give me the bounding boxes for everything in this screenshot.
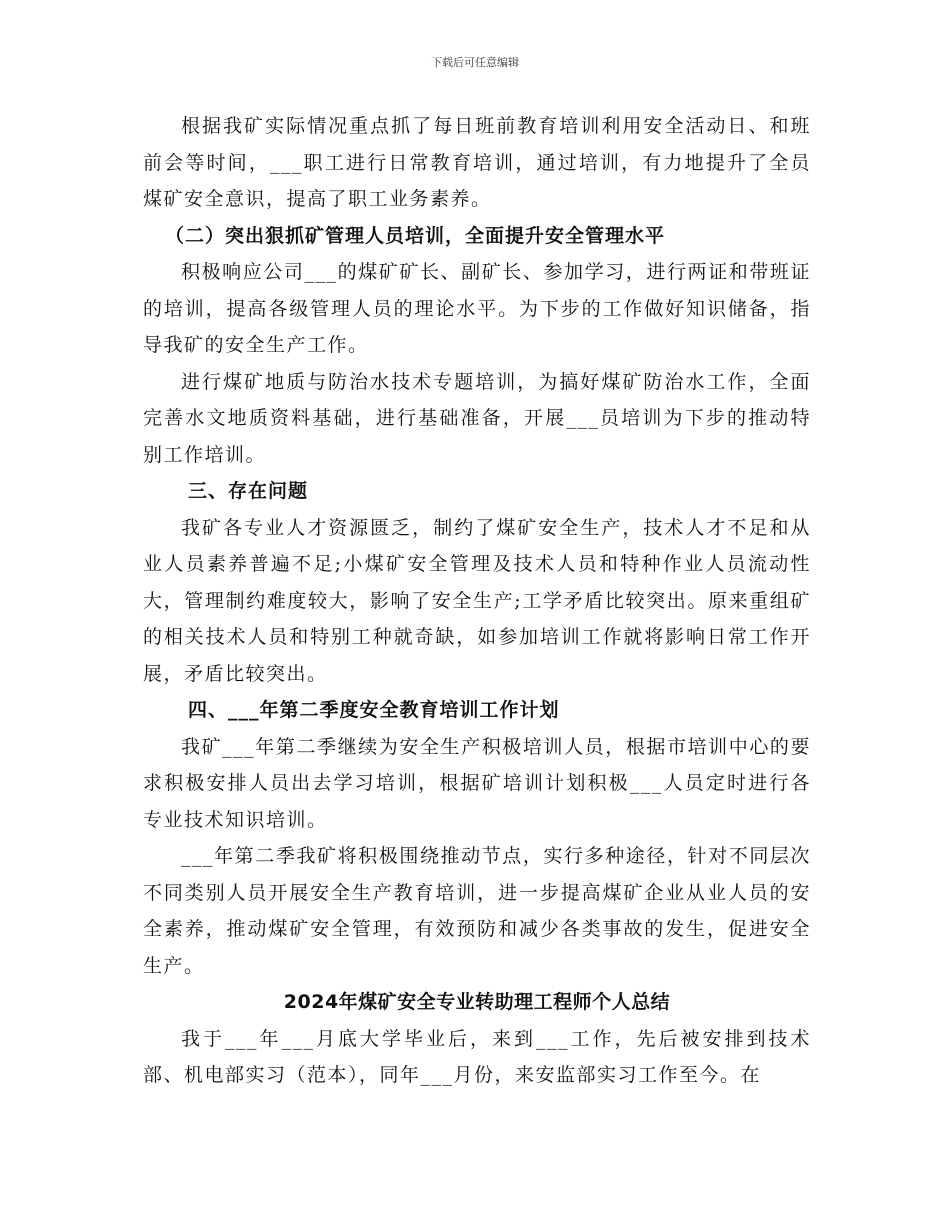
paragraph-manager-certification: 积极响应公司___的煤矿矿长、副矿长、参加学习，进行两证和带班证的培训，提高各级管理人员的理论水平。为下步的工作做好知识储备，指导我矿的安全生产工作。 <box>143 261 811 356</box>
section-heading-problems: 三、存在问题 <box>188 480 309 502</box>
section-heading-management-training: （二）突出狠抓矿管理人员培训，全面提升安全管理水平 <box>165 224 666 247</box>
paragraph-personal-summary: 我于___年___月底大学毕业后，来到___工作，先后被安排到技术部、机电部实习（范本），同年___月份，来安监部实习工作至今。在 <box>143 1027 811 1086</box>
paragraph-daily-training: 根据我矿实际情况重点抓了每日班前教育培训利用安全活动日、和班前会等时间，___职工进行日常教育培训，通过培训，有力地提升了全员煤矿安全意识，提高了职工业务素养。 <box>143 115 811 210</box>
download-note: 下载后可任意编辑 <box>431 56 519 69</box>
paragraph-problems: 我矿各专业人才资源匮乏，制约了煤矿安全生产，技术人才不足和从业人员素养普遍不足;小煤矿安全管理及技术人员和特种作业人员流动性大，管理制约难度较大，影响了安全生产;工学矛盾比较突出。原来重组矿的相关技术人员和特别工种就奇缺，如参加培训工作就将影响日常工作开展，矛盾比较突出。 <box>143 516 811 685</box>
paragraph-q2-measures: ___年第二季我矿将积极围绕推动节点，实行多种途径，针对不同层次不同类别人员开展安全生产教育培训，进一步提高煤矿企业从业人员的安全素养，推动煤矿安全管理，有效预防和减少各类事故的发生，促进安全生产。 <box>143 845 811 977</box>
document-body <box>143 108 811 1094</box>
section-heading-q2-plan: 四、___年第二季度安全教育培训工作计划 <box>188 699 560 721</box>
paragraph-q2-plan: 我矿___年第二季继续为安全生产积极培训人员，根据市培训中心的要求积极安排人员出去学习培训，根据矿培训计划积极___人员定时进行各专业技术知识培训。 <box>143 735 811 831</box>
document-title: 2024年煤矿安全专业转助理工程师个人总结 <box>283 991 671 1013</box>
paragraph-geology-water-training: 进行煤矿地质与防治水技术专题培训，为搞好煤矿防治水工作，全面完善水文地质资料基础，进行基础准备，开展___员培训为下步的推动特别工作培训。 <box>143 370 811 466</box>
